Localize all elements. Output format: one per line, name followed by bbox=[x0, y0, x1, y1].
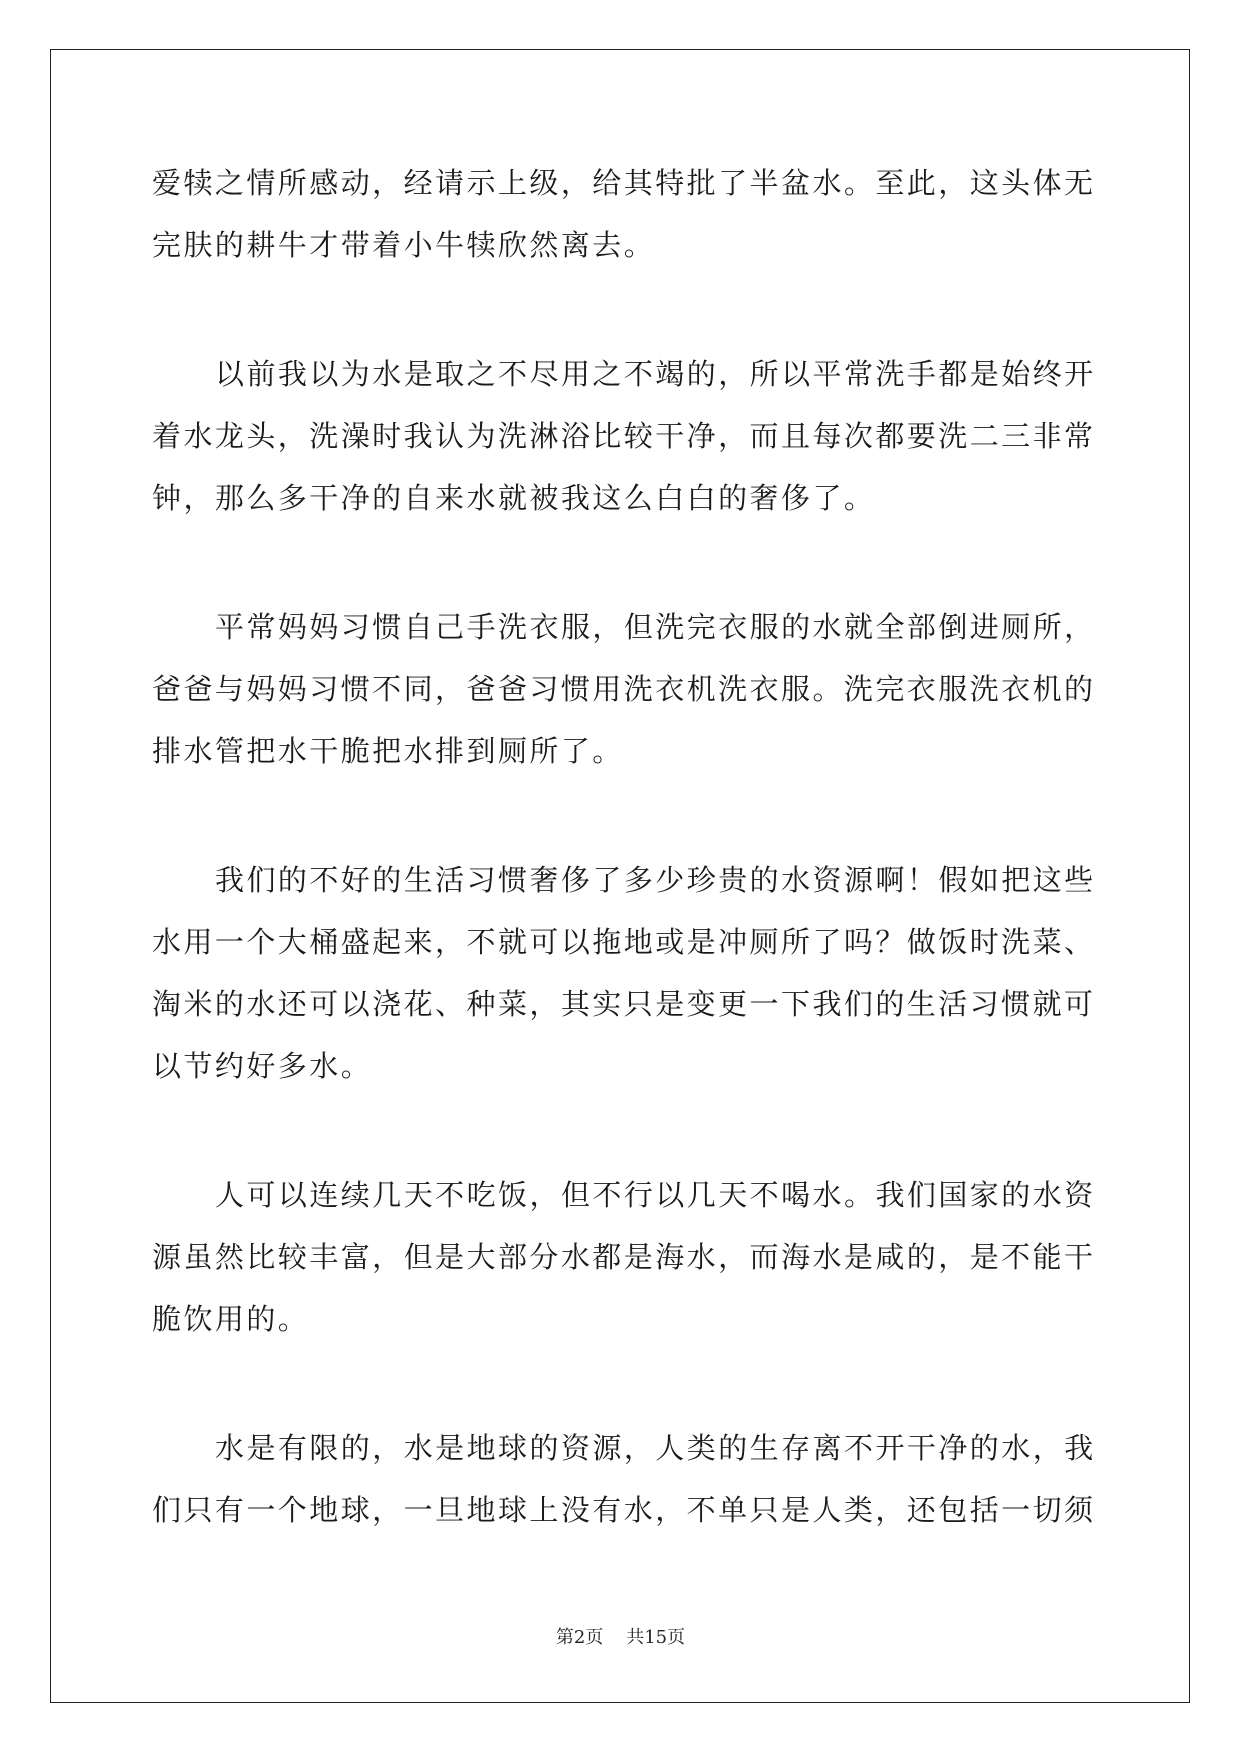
document-body bbox=[152, 152, 1096, 1541]
text-line: 源虽然比较丰富，但是大部分水都是海水，而海水是咸的，是不能干 bbox=[152, 1240, 1096, 1274]
page-number: 第2页 bbox=[555, 1627, 604, 1648]
text-line: 着水龙头，洗澡时我认为洗淋浴比较干净，而且每次都要洗二三非常 bbox=[152, 419, 1096, 453]
text-line: 爸爸与妈妈习惯不同，爸爸习惯用洗衣机洗衣服。洗完衣服洗衣机的 bbox=[152, 672, 1096, 706]
text-line: 完肤的耕牛才带着小牛犊欣然离去。 bbox=[152, 228, 656, 262]
text-line: 以节约好多水。 bbox=[152, 1049, 373, 1083]
text-line: 排水管把水干脆把水排到厕所了。 bbox=[152, 734, 624, 768]
text-line: 以前我以为水是取之不尽用之不竭的，所以平常洗手都是始终开 bbox=[215, 357, 1096, 391]
text-line: 我们的不好的生活习惯奢侈了多少珍贵的水资源啊！假如把这些 bbox=[215, 863, 1096, 897]
text-line: 平常妈妈习惯自己手洗衣服，但洗完衣服的水就全部倒进厕所， bbox=[215, 610, 1096, 644]
text-line: 人可以连续几天不吃饭，但不行以几天不喝水。我们国家的水资 bbox=[215, 1178, 1096, 1212]
text-line: 钟，那么多干净的自来水就被我这么白白的奢侈了。 bbox=[152, 481, 876, 515]
text-line: 爱犊之情所感动，经请示上级，给其特批了半盆水。至此，这头体无 bbox=[152, 166, 1096, 200]
text-line: 淘米的水还可以浇花、种菜，其实只是变更一下我们的生活习惯就可 bbox=[152, 987, 1096, 1021]
text-line: 脆饮用的。 bbox=[152, 1302, 310, 1336]
text-line: 们只有一个地球，一旦地球上没有水，不单只是人类，还包括一切须 bbox=[152, 1493, 1096, 1527]
text-line: 水用一个大桶盛起来，不就可以拖地或是冲厕所了吗？做饭时洗菜、 bbox=[152, 925, 1096, 959]
page-total: 共15页 bbox=[626, 1627, 686, 1648]
text-line: 水是有限的，水是地球的资源，人类的生存离不开干净的水，我 bbox=[215, 1431, 1096, 1465]
page-footer bbox=[0, 1623, 1241, 1649]
